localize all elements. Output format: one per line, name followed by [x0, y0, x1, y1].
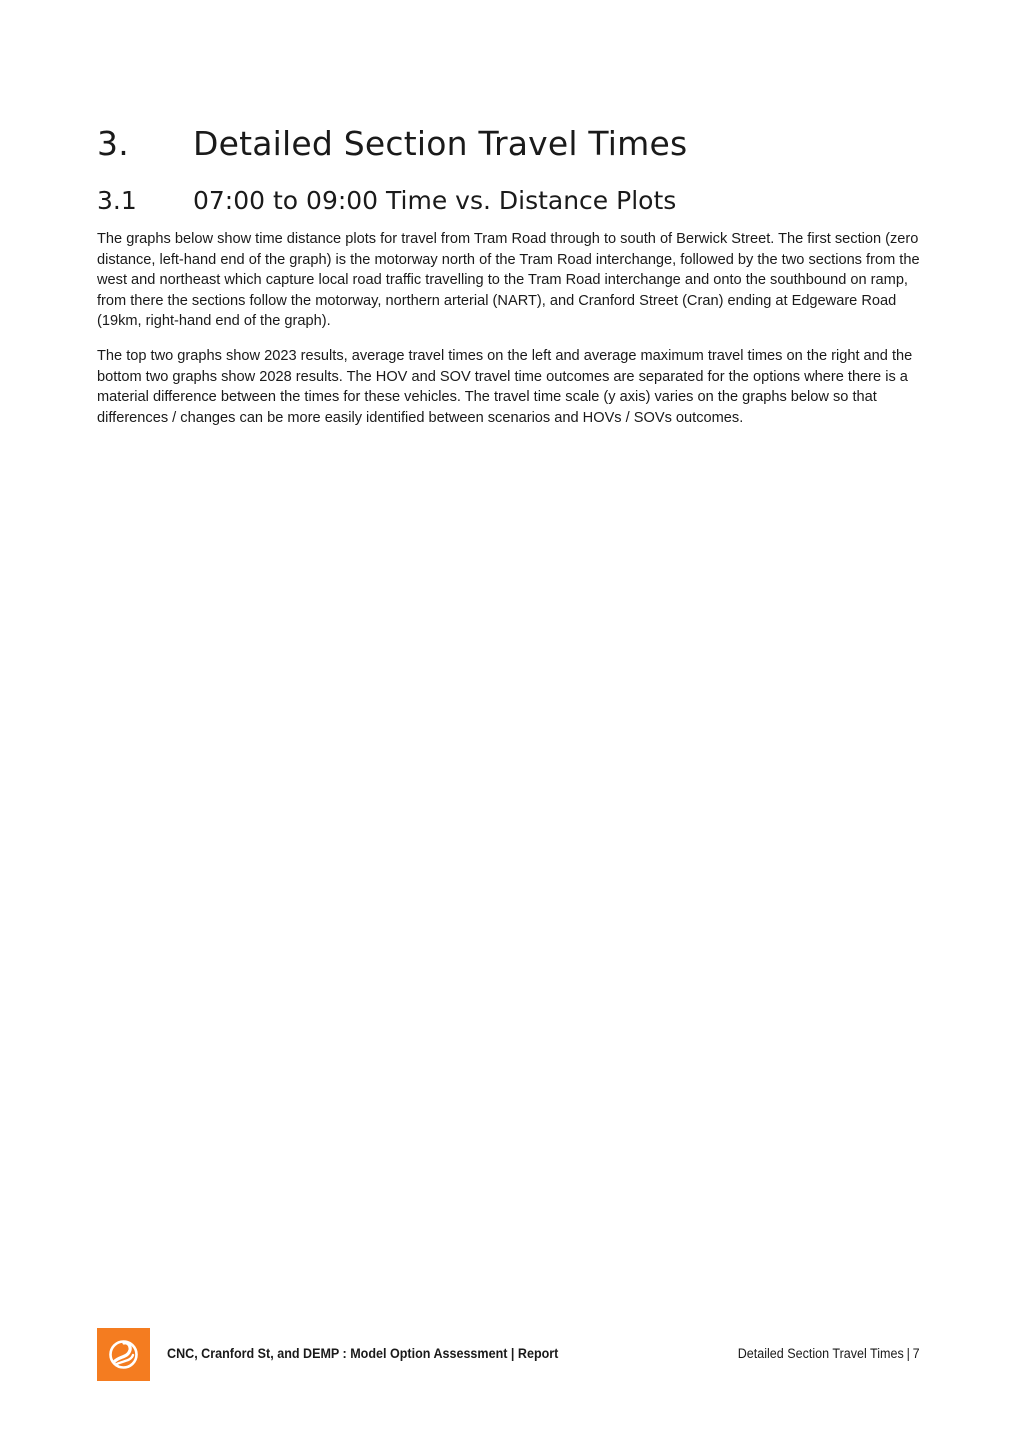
subsection-heading-title: 07:00 to 09:00 Time vs. Distance Plots [193, 186, 677, 215]
footer-separator: | [906, 1346, 911, 1361]
section-heading-number: 3. [97, 124, 129, 163]
footer-section-name: Detailed Section Travel Times [738, 1346, 905, 1361]
subsection-heading [97, 185, 676, 217]
body-paragraph-1: The graphs below show time distance plots for travel from Tram Road through to south of Berwick Street. The first section (zero distance, left-hand end of the graph) is the motorway north of the Tram Road interchange, followed by the two sections from the west and northeast which capture local road traffic travelling to the Tram Road interchange and onto the southbound on ramp, from there the sections follow the motorway, northern arterial (NART), and Cranford Street (Cran) ending at Edgeware Road (19km, right-hand end of the graph). [97, 231, 920, 329]
section-heading [97, 122, 687, 166]
footer-document-title: CNC, Cranford St, and DEMP : Model Option Assessment | Report [167, 1346, 559, 1361]
section-heading-title: Detailed Section Travel Times [193, 124, 688, 163]
company-logo-icon [97, 1328, 150, 1381]
page-number: 7 [913, 1346, 920, 1361]
footer-page-info [738, 1346, 920, 1361]
body-paragraph-2: The top two graphs show 2023 results, average travel times on the left and average maximum travel times on the right and the bottom two graphs show 2028 results. The HOV and SOV travel time outcomes are separated for the options where there is a material difference between the times for these vehicles. The travel time scale (y axis) varies on the graphs below so that differences / changes can be more easily identified between scenarios and HOVs / SOVs outcomes. [97, 348, 913, 426]
subsection-heading-number: 3.1 [97, 186, 137, 215]
